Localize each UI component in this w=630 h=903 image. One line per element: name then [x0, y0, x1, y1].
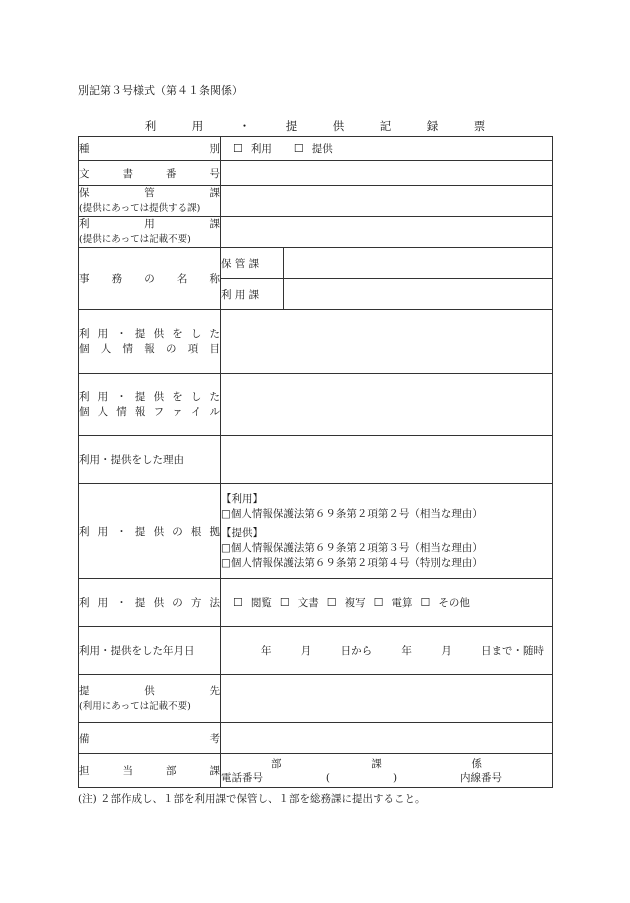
- form-header: 別記第３号様式（第４１条関係）: [78, 84, 243, 97]
- phone-label: 電話番号: [221, 771, 263, 784]
- date-field[interactable]: [221, 627, 553, 675]
- basis-provide-header: 【提供】: [221, 526, 263, 539]
- extension-label: 内線番号: [459, 771, 502, 784]
- label-char: 書: [122, 167, 133, 180]
- option-computer: 電算: [391, 597, 413, 609]
- checkbox-computer[interactable]: ☐: [373, 596, 384, 609]
- basis-use-item[interactable]: □個人情報保護法第６９条第２項第２号（相当な理由）: [221, 507, 483, 520]
- label-char: 人: [97, 405, 109, 418]
- basis-provide-item[interactable]: □個人情報保護法第６９条第２項第４号（特別な理由）: [221, 556, 483, 569]
- record-table: [78, 136, 553, 788]
- basis-provide-item[interactable]: □個人情報保護法第６９条第２項第３号（相当な理由）: [221, 541, 483, 554]
- label-char: 供: [153, 597, 165, 609]
- footnote: (注) ２部作成し、１部を利用課で保管し、１部を総務課に提出すること。: [78, 793, 426, 805]
- label-char: 利: [79, 390, 90, 403]
- phone-paren-open: (: [325, 771, 331, 784]
- label-char: 目: [209, 342, 220, 355]
- items-field[interactable]: [221, 310, 553, 374]
- label-char: 根: [190, 525, 202, 538]
- label-char: 利: [79, 525, 90, 538]
- label-char: 番: [166, 167, 177, 180]
- label-char: ァ: [172, 405, 183, 418]
- label-char: を: [172, 327, 183, 340]
- label-recipient: [79, 675, 221, 723]
- basis-use-header: 【利用】: [221, 492, 263, 505]
- label-char: 供: [153, 327, 165, 340]
- unit-department: 部: [271, 757, 282, 770]
- label-char: ・: [116, 597, 127, 609]
- using-dept-field[interactable]: [221, 217, 553, 248]
- label-char: イ: [190, 405, 202, 418]
- label-date: 利用・提供をした年月日: [79, 627, 221, 675]
- date-month-to: 月: [441, 645, 452, 657]
- label-char: 供: [153, 390, 165, 403]
- label-char: フ: [153, 405, 165, 418]
- label-char: 備: [79, 732, 90, 745]
- label-char: 担: [79, 765, 90, 777]
- label-char: 事: [79, 273, 90, 285]
- label-char: 提: [134, 597, 146, 609]
- option-document: 文書: [297, 597, 319, 609]
- label-char: 人: [100, 342, 112, 355]
- label-method: [79, 579, 221, 627]
- label-char: 用: [97, 597, 109, 609]
- label-char: 用: [144, 218, 155, 230]
- office-keeping-field[interactable]: [284, 248, 553, 279]
- label-char: 情: [116, 405, 127, 418]
- label-char: し: [190, 327, 202, 340]
- office-using-field[interactable]: [284, 279, 553, 310]
- label-char: 課: [209, 218, 220, 230]
- checkbox-document[interactable]: ☐: [279, 596, 290, 609]
- form-title: 利 用 ・ 提 供 記 録 票: [144, 119, 498, 133]
- remarks-field[interactable]: [221, 723, 553, 754]
- row-file: [79, 374, 553, 436]
- row-remarks: [79, 723, 553, 754]
- label-char: ル: [209, 405, 220, 418]
- row-office-name: [79, 248, 553, 279]
- label-sub: (利用にあっては記載不要): [79, 700, 191, 712]
- label-char: 項: [187, 342, 199, 355]
- sub-label-using: 利 用 課: [221, 279, 284, 310]
- label-basis: [79, 484, 221, 579]
- checkbox-copy[interactable]: ☐: [326, 596, 337, 609]
- label-sub: (提供にあっては記載不要): [79, 234, 191, 245]
- reason-field[interactable]: [221, 436, 553, 484]
- label-sub: (提供にあっては提供する課): [79, 203, 201, 214]
- label-char: 提: [134, 327, 146, 340]
- label-type: [79, 137, 221, 161]
- label-char: 個: [79, 342, 90, 355]
- row-method: [79, 579, 553, 627]
- file-field[interactable]: [221, 374, 553, 436]
- row-using-dept: [79, 217, 553, 248]
- label-char: ・: [116, 525, 127, 538]
- row-doc-no: [79, 161, 553, 186]
- row-items: [79, 310, 553, 374]
- label-char: 利: [79, 597, 90, 609]
- label-keeping-dept: [79, 186, 221, 217]
- label-char: 利: [79, 218, 90, 230]
- basis-field: [221, 484, 553, 579]
- label-char: 先: [209, 684, 220, 697]
- date-day-from: 日から: [340, 645, 373, 657]
- row-recipient: [79, 675, 553, 723]
- label-items: [79, 310, 221, 374]
- option-other: その他: [438, 597, 470, 609]
- sub-label-keeping: 保 管 課: [221, 248, 284, 279]
- label-char: 個: [79, 405, 90, 418]
- label-char: 当: [122, 765, 133, 777]
- label-char: の: [172, 597, 183, 609]
- label-char: 供: [153, 525, 165, 538]
- label-office-name: [79, 248, 221, 310]
- label-reason: 利用・提供をした理由: [79, 436, 221, 484]
- checkbox-other[interactable]: ☐: [420, 596, 431, 609]
- label-char: 法: [209, 597, 220, 609]
- keeping-dept-field[interactable]: [221, 186, 553, 217]
- checkbox-use[interactable]: ☐: [233, 142, 243, 155]
- checkbox-provide[interactable]: ☐: [293, 142, 304, 155]
- contact-field[interactable]: [221, 754, 553, 788]
- date-day-to: 日まで・随時: [480, 645, 544, 657]
- phone-paren-close: ): [392, 771, 398, 784]
- label-char: の: [166, 342, 177, 355]
- row-reason: [79, 436, 553, 484]
- row-keeping-dept: [79, 186, 553, 217]
- label-contact: [79, 754, 221, 788]
- checkbox-view[interactable]: ☐: [233, 596, 243, 609]
- method-options: [221, 579, 553, 627]
- row-date: [79, 627, 553, 675]
- label-char: 用: [97, 390, 109, 403]
- label-char: 部: [166, 765, 177, 777]
- type-options: [221, 137, 553, 161]
- label-char: 提: [134, 390, 146, 403]
- date-year-from: 年: [261, 645, 272, 657]
- date-month-from: 月: [300, 645, 312, 657]
- label-char: 提: [134, 525, 146, 538]
- option-use-label: 利用: [250, 143, 272, 155]
- label-doc-no: [79, 161, 221, 186]
- label-char: 名: [176, 273, 188, 285]
- label-char: 課: [209, 765, 220, 777]
- label-char: 称: [209, 273, 220, 285]
- doc-no-field[interactable]: [221, 161, 553, 186]
- label-char: 保: [79, 187, 90, 199]
- label-char: 課: [209, 187, 220, 199]
- unit-section: 課: [371, 757, 382, 770]
- label-char: ・: [116, 390, 127, 403]
- label-char: 種: [79, 143, 90, 155]
- label-char: を: [172, 390, 183, 403]
- label-char: 供: [144, 684, 155, 697]
- label-char: の: [172, 525, 183, 538]
- label-char: た: [209, 390, 220, 403]
- label-char: 拠: [209, 525, 220, 538]
- label-char: 情: [122, 342, 133, 355]
- label-char: ・: [116, 327, 127, 340]
- label-char: 文: [79, 167, 90, 180]
- date-year-to: 年: [401, 645, 412, 657]
- label-char: 報: [144, 342, 155, 355]
- label-char: 考: [209, 732, 220, 745]
- label-char: 報: [134, 405, 146, 418]
- label-char: し: [190, 390, 202, 403]
- unit-subsection: 係: [471, 757, 482, 770]
- label-remarks: [79, 723, 221, 754]
- label-file: [79, 374, 221, 436]
- label-char: 用: [97, 525, 109, 538]
- row-type: [79, 137, 553, 161]
- label-char: 務: [111, 273, 123, 285]
- row-contact: [79, 754, 553, 788]
- label-char: の: [144, 273, 155, 285]
- label-char: 号: [209, 167, 220, 180]
- label-char: 用: [97, 327, 109, 340]
- label-char: 方: [190, 597, 202, 609]
- label-char: 管: [144, 187, 155, 199]
- row-basis: [79, 484, 553, 579]
- option-copy: 複写: [344, 597, 366, 609]
- label-char: 提: [79, 684, 90, 697]
- label-char: 別: [209, 143, 220, 155]
- label-using-dept: [79, 217, 221, 248]
- option-provide-label: 提供: [311, 143, 333, 155]
- option-view: 閲覧: [250, 597, 272, 609]
- recipient-field[interactable]: [221, 675, 553, 723]
- label-char: た: [209, 327, 220, 340]
- label-char: 利: [79, 327, 90, 340]
